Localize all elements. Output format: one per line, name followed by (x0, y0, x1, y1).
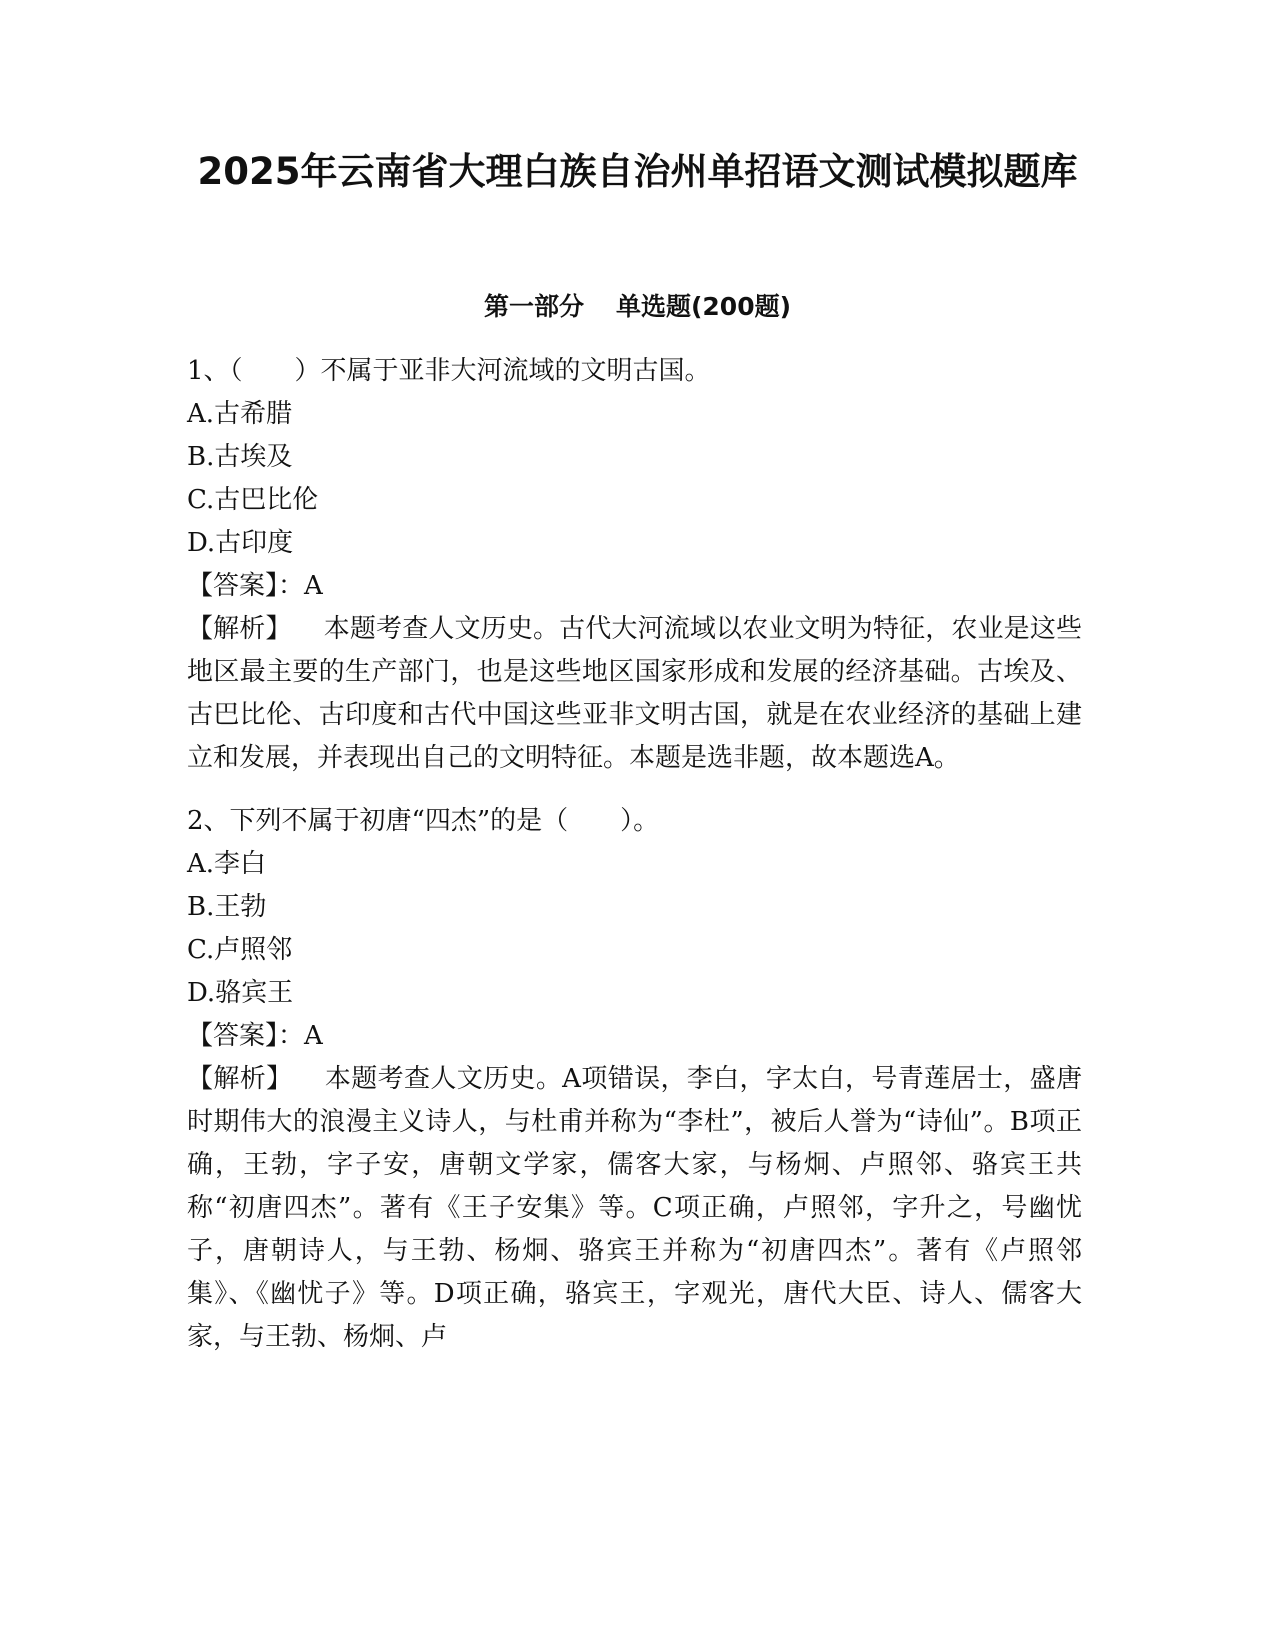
option-b: B.古埃及 (187, 442, 293, 472)
analysis-label: 【解析】 (187, 1064, 293, 1094)
section-heading (0, 290, 1275, 324)
answer-value: A (304, 1021, 323, 1051)
page-title: 2025年云南省大理白族自治州单招语文测试模拟题库 (197, 150, 1078, 193)
option-c: C.古巴比伦 (187, 485, 319, 515)
question-2 (187, 800, 1082, 1359)
question-stem: 1、（ ）不属于亚非大河流域的文明古国。 (187, 356, 711, 386)
option-b: B.王勃 (187, 892, 267, 922)
question-1 (187, 350, 1082, 780)
analysis-text: 本题考查人文历史。A项错误，李白，字太白，号青莲居士，盛唐时期伟大的浪漫主义诗人，与杜甫并称为“李杜”，被后人誉为“诗仙”。B项正确，王勃，字子安，唐朝文学家，儒客大家，与杨炯、卢照邻、骆宾王共称“初唐四杰”。著有《王子安集》等。C项正确，卢照邻，字升之，号幽忧子，唐朝诗人，与王勃、杨炯、骆宾王并称为“初唐四杰”。著有《卢照邻集》、《幽忧子》等。D项正确，骆宾王，字观光，唐代大臣、诗人、儒客大家，与王勃、杨炯、卢 (187, 1064, 1082, 1352)
option-a: A.古希腊 (187, 399, 293, 429)
section-name: 单选题(200题) (615, 292, 792, 321)
option-d: D.古印度 (187, 528, 294, 558)
analysis-paragraph (187, 608, 1082, 780)
answer-line (187, 565, 1082, 608)
question-stem: 2、下列不属于初唐“四杰”的是（ ）。 (187, 806, 660, 836)
answer-label: 【答案】： (187, 1021, 305, 1051)
analysis-label: 【解析】 (187, 614, 292, 644)
answer-value: A (304, 571, 323, 601)
question-list (187, 350, 1082, 1379)
section-label: 第一部分 (483, 292, 584, 321)
option-a: A.李白 (187, 849, 267, 879)
analysis-text: 本题考查人文历史。古代大河流域以农业文明为特征，农业是这些地区最主要的生产部门，也是这些地区国家形成和发展的经济基础。古埃及、古巴比伦、古印度和古代中国这些亚非文明古国，就是在农业经济的基础上建立和发展，并表现出自己的文明特征。本题是选非题，故本题选A。 (187, 614, 1082, 773)
option-c: C.卢照邻 (187, 935, 293, 965)
answer-line (187, 1015, 1082, 1058)
option-d: D.骆宾王 (187, 978, 294, 1008)
answer-label: 【答案】： (187, 571, 305, 601)
analysis-paragraph (187, 1058, 1082, 1359)
